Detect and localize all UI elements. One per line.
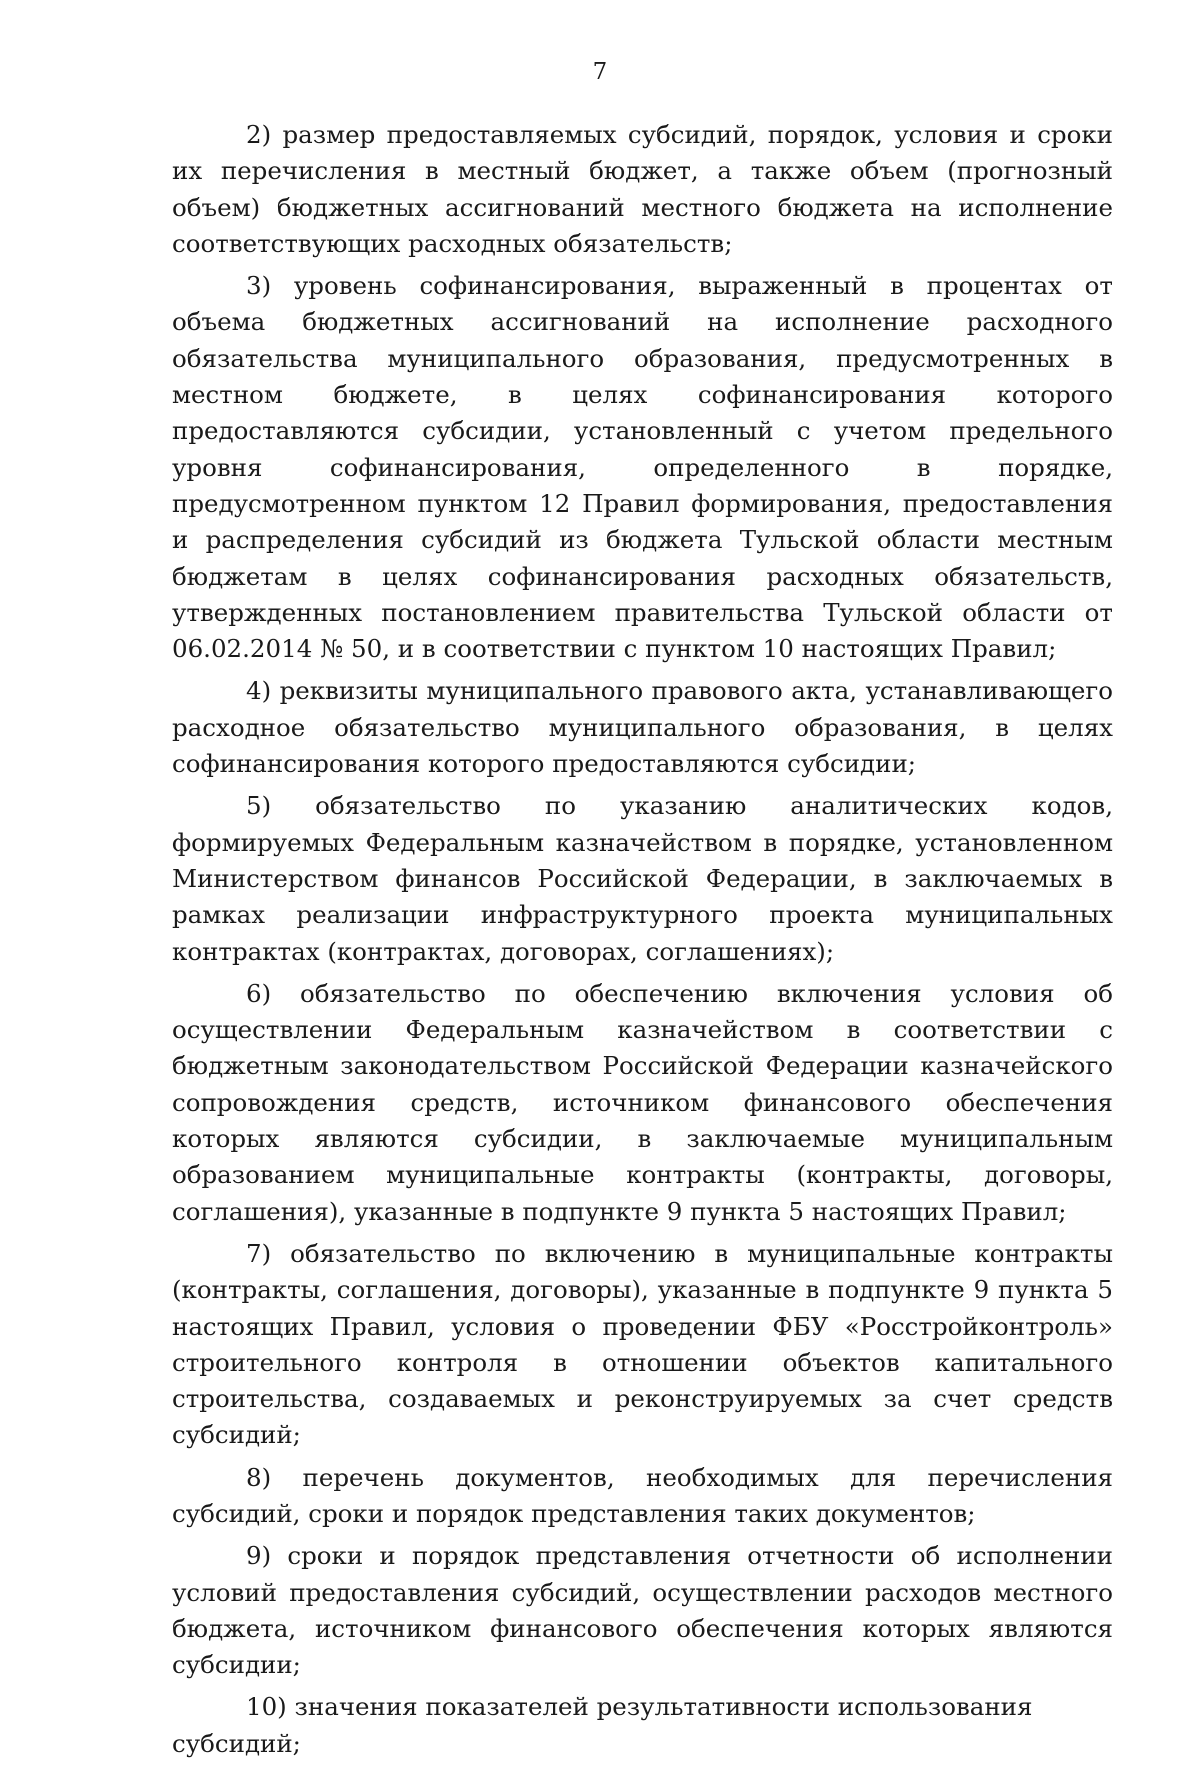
paragraph-item-2: 2) размер предоставляемых субсидий, порядок, условия и сроки их перечисления в местный бюджет, а также объем (прогнозный объем) бюджетных ассигнований местного бюджета на исполнение соответствующих расходных обязательств;: [172, 120, 1113, 258]
paragraph-item-4: 4) реквизиты муниципального правового акта, устанавливающего расходное обязательство муниципального образования, в целях софинансирования которого предоставляются субсидии;: [172, 676, 1113, 779]
page-number: 7: [592, 59, 608, 85]
paragraph-item-10: 10) значения показателей результативности использования субсидий;: [172, 1692, 1033, 1758]
paragraph-item-7: 7) обязательство по включению в муниципальные контракты (контракты, соглашения, договоры), указанные в подпункте 9 пункта 5 настоящих Правил, условия о проведении ФБУ «Росстройконтроль» строительного контроля в отношении объектов капитального строительства, создаваемых и реконструируемых за счет средств субсидий;: [172, 1238, 1113, 1450]
paragraph-item-5: 5) обязательство по указанию аналитических кодов, формируемых Федеральным казначейством в порядке, установленном Министерством финансов Российской Федерации, в заключаемых в рамках реализации инфраструктурного проекта муниципальных контрактах (контрактах, договорах, соглашениях);: [172, 791, 1113, 966]
paragraph-item-9: 9) сроки и порядок представления отчетности об исполнении условий предоставления субсидий, осуществлении расходов местного бюджета, источником финансового обеспечения которых являются субсидии;: [172, 1541, 1113, 1680]
paragraph-item-6: 6) обязательство по обеспечению включения условия об осуществлении Федеральным казначейством в соответствии с бюджетным законодательством Российской Федерации казначейского сопровождения средств, источником финансового обеспечения которых являются субсидии, в заключаемые муниципальным образованием муниципальные контракты (контракты, договоры, соглашения), указанные в подпункте 9 пункта 5 настоящих Правил;: [172, 978, 1113, 1226]
paragraph-item-8: 8) перечень документов, необходимых для перечисления субсидий, сроки и порядок представления таких документов;: [172, 1462, 1113, 1528]
document-body: [172, 117, 1113, 1768]
paragraph-item-3: 3) уровень софинансирования, выраженный в процентах от объема бюджетных ассигнований на исполнение расходного обязательства муниципального образования, предусмотренных в местном бюджете, в целях софинансирования которого предоставляются субсидии, установленный с учетом предельного уровня софинансирования, определенного в порядке, предусмотренном пунктом 12 Правил формирования, предоставления и распределения субсидий из бюджета Тульской области местным бюджетам в целях софинансирования расходных обязательств, утвержденных постановлением правительства Тульской области от 06.02.2014 № 50, и в соответствии с пунктом 10 настоящих Правил;: [172, 271, 1113, 664]
